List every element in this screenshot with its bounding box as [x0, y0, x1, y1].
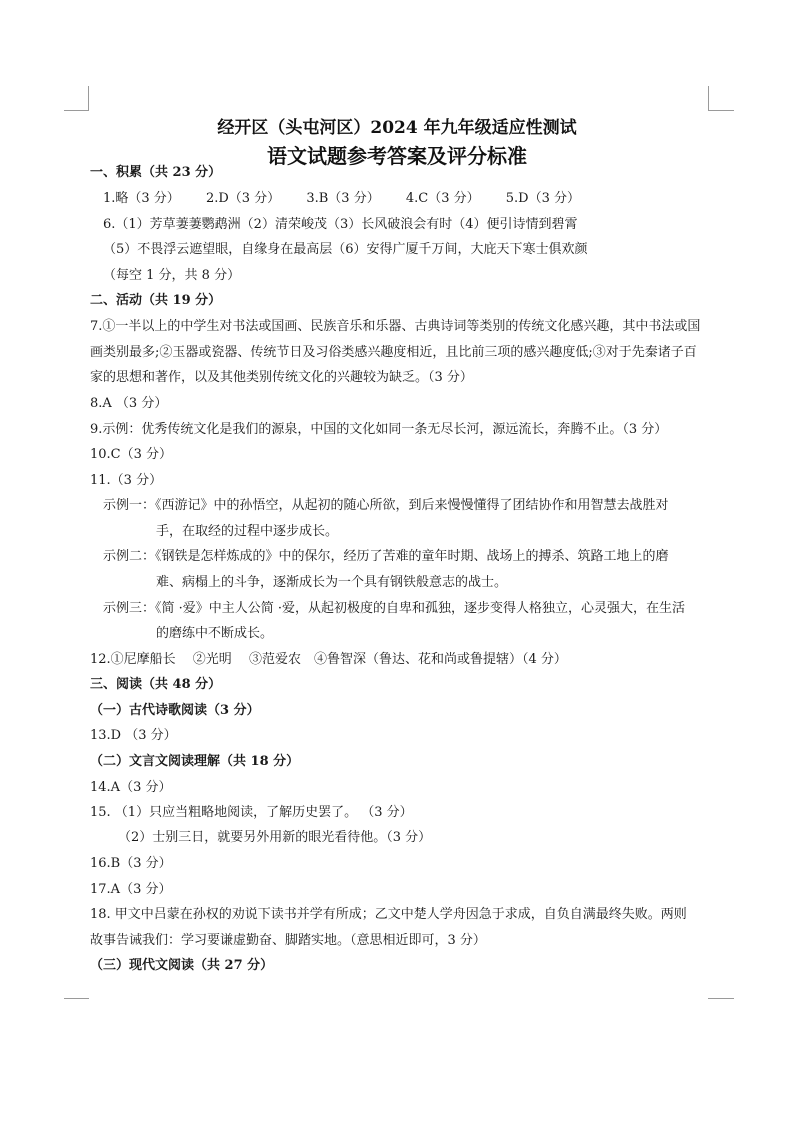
answer-7-line-1: 7.①一半以上的中学生对书法或国画、民族音乐和乐器、古典诗词等类别的传统文化感兴趣，其中书法或国	[90, 319, 701, 334]
subsection-modern-text: （三）现代文阅读（共 27 分）	[90, 958, 274, 973]
answer-13: 13.D （3 分）	[90, 728, 177, 743]
answer-11-example-2-line-2: 难、病榻上的斗争，逐渐成长为一个具有钢铁般意志的战士。	[156, 575, 508, 590]
answer-1: 1.略（3 分）	[103, 191, 180, 206]
answer-6-line-2: （5）不畏浮云遮望眼，自缘身在最高层（6）安得广厦千万间，大庇天下寒士俱欢颜	[103, 242, 588, 257]
answer-11-example-1-line-2: 手，在取经的过程中逐步成长。	[156, 524, 339, 539]
page-subtitle: 语文试题参考答案及评分标准	[267, 144, 527, 168]
answer-11: 11.（3 分）	[90, 473, 163, 488]
subsection-classical-chinese: （二）文言文阅读理解（共 18 分）	[90, 754, 300, 769]
answer-11-example-3-line-1: 示例三：《简 ·爱》中主人公简 ·爱，从起初极度的自卑和孤独，逐步变得人格独立，心灵强大，在生活	[103, 601, 686, 616]
answer-4: 4.C（3 分）	[405, 191, 480, 206]
answers-1-to-5	[103, 190, 580, 208]
answer-11-example-1-line-1: 示例一：《西游记》中的孙悟空，从起初的随心所欲，到后来慢慢懂得了团结协作和用智慧去战胜对	[103, 498, 669, 513]
answer-11-example-2-line-1: 示例二：《钢铁是怎样炼成的》中的保尔，经历了苦难的童年时期、战场上的搏杀、筑路工地上的磨	[103, 549, 669, 564]
crop-mark-bottom-right	[708, 998, 734, 999]
answer-12: 12.①尼摩船长 ②光明 ③范爱农 ④鲁智深（鲁达、花和尚或鲁提辖）（4 分）	[90, 652, 567, 667]
crop-mark-top-right-horizontal	[708, 110, 734, 111]
answer-10: 10.C（3 分）	[90, 447, 173, 462]
answer-15-part-1: 15. （1）只应当粗略地阅读，了解历史罢了。 （3 分）	[90, 805, 413, 820]
section-heading-reading: 三、阅读（共 48 分）	[90, 677, 222, 692]
answer-8: 8.A （3 分）	[90, 396, 168, 411]
crop-mark-top-right-vertical	[708, 86, 709, 110]
answer-7-line-2: 画类别最多;②玉器或瓷器、传统节日及习俗类感兴趣度相近，且比前三项的感兴趣度低;③对于先秦诸子百	[90, 345, 697, 360]
answer-2: 2.D（3 分）	[205, 191, 281, 206]
answer-6-line-1: 6.（1）芳草萋萋鹦鹉洲（2）清荣峻茂（3）长风破浪会有时（4）便引诗情到碧霄	[103, 217, 578, 232]
answer-7-line-3: 家的思想和著作，以及其他类别传统文化的兴趣较为缺乏。（3 分）	[90, 370, 473, 385]
answer-15-part-2: （2）士别三日，就要另外用新的眼光看待他。（3 分）	[118, 830, 432, 845]
crop-mark-bottom-left	[64, 998, 89, 999]
subsection-ancient-poetry: （一）古代诗歌阅读（3 分）	[90, 703, 260, 718]
answer-14: 14.A（3 分）	[90, 780, 172, 795]
answer-6-score: （每空 1 分，共 8 分）	[103, 268, 241, 283]
answer-3: 3.B（3 分）	[306, 191, 380, 206]
answer-11-example-3-line-2: 的磨练中不断成长。	[156, 626, 274, 641]
section-heading-accumulation: 一、积累（共 23 分）	[90, 165, 222, 180]
answer-9: 9.示例：优秀传统文化是我们的源泉，中国的文化如同一条无尽长河，源远流长，奔腾不止。（3 分）	[90, 422, 668, 437]
answer-5: 5.D（3 分）	[505, 191, 580, 206]
section-heading-activity: 二、活动（共 19 分）	[90, 293, 222, 308]
crop-mark-top-left-horizontal	[64, 110, 89, 111]
crop-mark-top-left-vertical	[88, 86, 89, 110]
answer-16: 16.B（3 分）	[90, 856, 172, 871]
answer-17: 17.A（3 分）	[90, 882, 172, 897]
answer-18-line-1: 18. 甲文中吕蒙在孙权的劝说下读书并学有所成；乙文中楚人学舟因急于求成，自负自满最终失败。两则	[90, 907, 687, 922]
answer-18-line-2: 故事告诫我们：学习要谦虚勤奋、脚踏实地。（意思相近即可，3 分）	[90, 933, 486, 948]
page-title: 经开区（头屯河区）2024 年九年级适应性测试	[217, 118, 577, 138]
